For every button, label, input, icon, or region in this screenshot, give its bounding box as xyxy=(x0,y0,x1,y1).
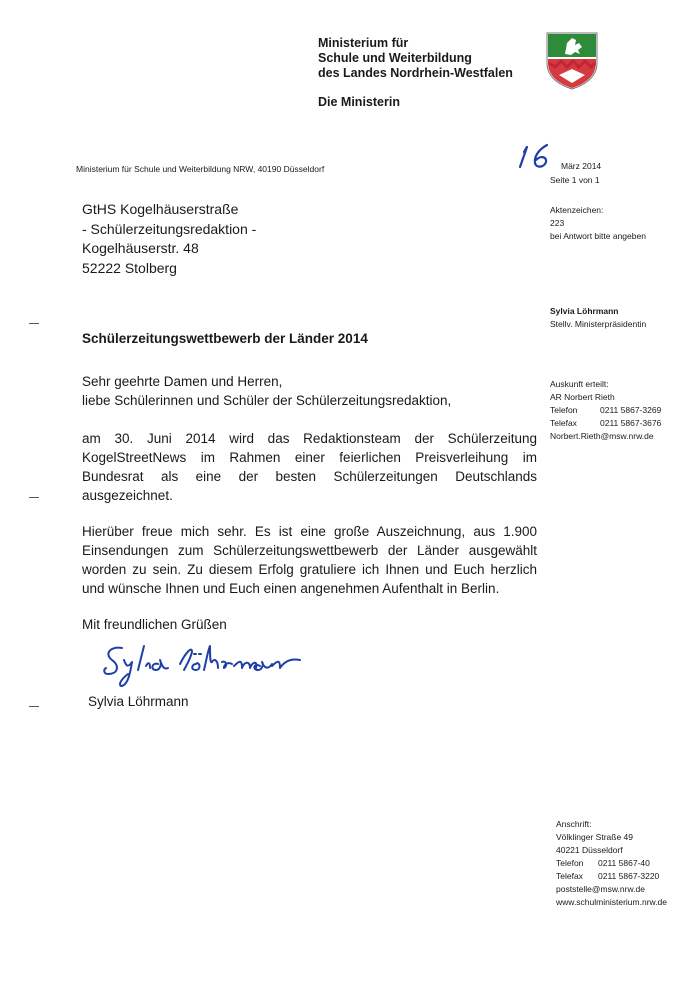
sender-line: Ministerium für Schule und Weiterbildung NRW, 40190 Düsseldorf xyxy=(76,164,325,174)
signer-block xyxy=(550,305,646,331)
contact-person: AR Norbert Rieth xyxy=(550,392,615,402)
address-email: poststelle@msw.nrw.de xyxy=(556,884,645,894)
letter-subject: Schülerzeitungswettbewerb der Länder 2014 xyxy=(82,331,368,346)
salutation-line: liebe Schülerinnen und Schüler der Schülerzeitungsredaktion, xyxy=(82,393,452,408)
ministry-line: Ministerium für xyxy=(318,36,409,50)
contact-email: Norbert.Rieth@msw.nrw.de xyxy=(550,431,654,441)
nrw-coat-of-arms-icon xyxy=(545,31,599,91)
address-block xyxy=(556,818,667,909)
signature-name: Sylvia Löhrmann xyxy=(88,694,189,709)
address-web: www.schulministerium.nrw.de xyxy=(556,897,668,907)
reference-label: Aktenzeichen: xyxy=(550,205,604,215)
address-fax: Telefax 0211 5867-3220 xyxy=(556,871,660,881)
punch-mark xyxy=(29,497,39,498)
fold-mark xyxy=(29,323,39,324)
recipient-line: - Schülerzeitungsredaktion - xyxy=(82,220,257,237)
fold-mark xyxy=(29,706,39,707)
contact-fax: Telefax 0211 5867-3676 xyxy=(550,418,662,428)
minister-title: Die Ministerin xyxy=(318,95,400,109)
address-phone: Telefon 0211 5867-40 xyxy=(556,858,650,868)
closing-greeting: Mit freundlichen Grüßen xyxy=(82,617,227,632)
contact-phone: Telefon 0211 5867-3269 xyxy=(550,405,662,415)
ministry-line: Schule und Weiterbildung xyxy=(318,51,472,65)
reference-block xyxy=(550,204,646,243)
contact-block xyxy=(550,378,661,443)
salutation-line: Sehr geehrte Damen und Herren, xyxy=(82,374,283,389)
recipient-line: Kogelhäuserstr. 48 xyxy=(82,240,199,256)
signer-name: Sylvia Löhrmann xyxy=(550,306,619,316)
body-paragraph: am 30. Juni 2014 wird das Redaktionsteam der Schülerzeitung KogelStreetNews im Rahmen einer feierlichen Preisverleihung im Bundesrat als eine der besten Schülerzeitungen Deutschlands ausgezeichnet. xyxy=(82,431,537,503)
handwritten-day xyxy=(514,142,558,170)
ministry-line: des Landes Nordrhein-Westfalen xyxy=(318,66,513,80)
salutation xyxy=(82,372,451,410)
recipient-line: GtHS Kogelhäuserstraße xyxy=(82,201,239,217)
page-indicator: Seite 1 von 1 xyxy=(550,175,600,185)
reference-number: 223 xyxy=(550,218,565,228)
address-city: 40221 Düsseldorf xyxy=(556,845,623,855)
contact-label: Auskunft erteilt: xyxy=(550,379,609,389)
address-street: Völklinger Straße 49 xyxy=(556,832,634,842)
recipient-line: 52222 Stolberg xyxy=(82,259,177,276)
ministry-name xyxy=(318,36,513,81)
recipient-address xyxy=(82,200,256,278)
handwritten-signature xyxy=(100,640,315,690)
address-label: Anschrift: xyxy=(556,819,592,829)
signer-role: Stellv. Ministerpräsidentin xyxy=(550,319,647,329)
reference-note: bei Antwort bitte angeben xyxy=(550,231,646,241)
letter-date: März 2014 xyxy=(561,161,602,171)
body-paragraph: Hierüber freue mich sehr. Es ist eine große Auszeichnung, aus 1.900 Einsendungen zum Schülerzeitungswettbewerb der Länder ausgewählt worden zu sein. Zu diesem Erfolg gratuliere ich Ihnen und Euch herzlich und wünsche Ihnen und Euch einen angenehmen Aufenthalt in Berlin. xyxy=(82,524,537,596)
